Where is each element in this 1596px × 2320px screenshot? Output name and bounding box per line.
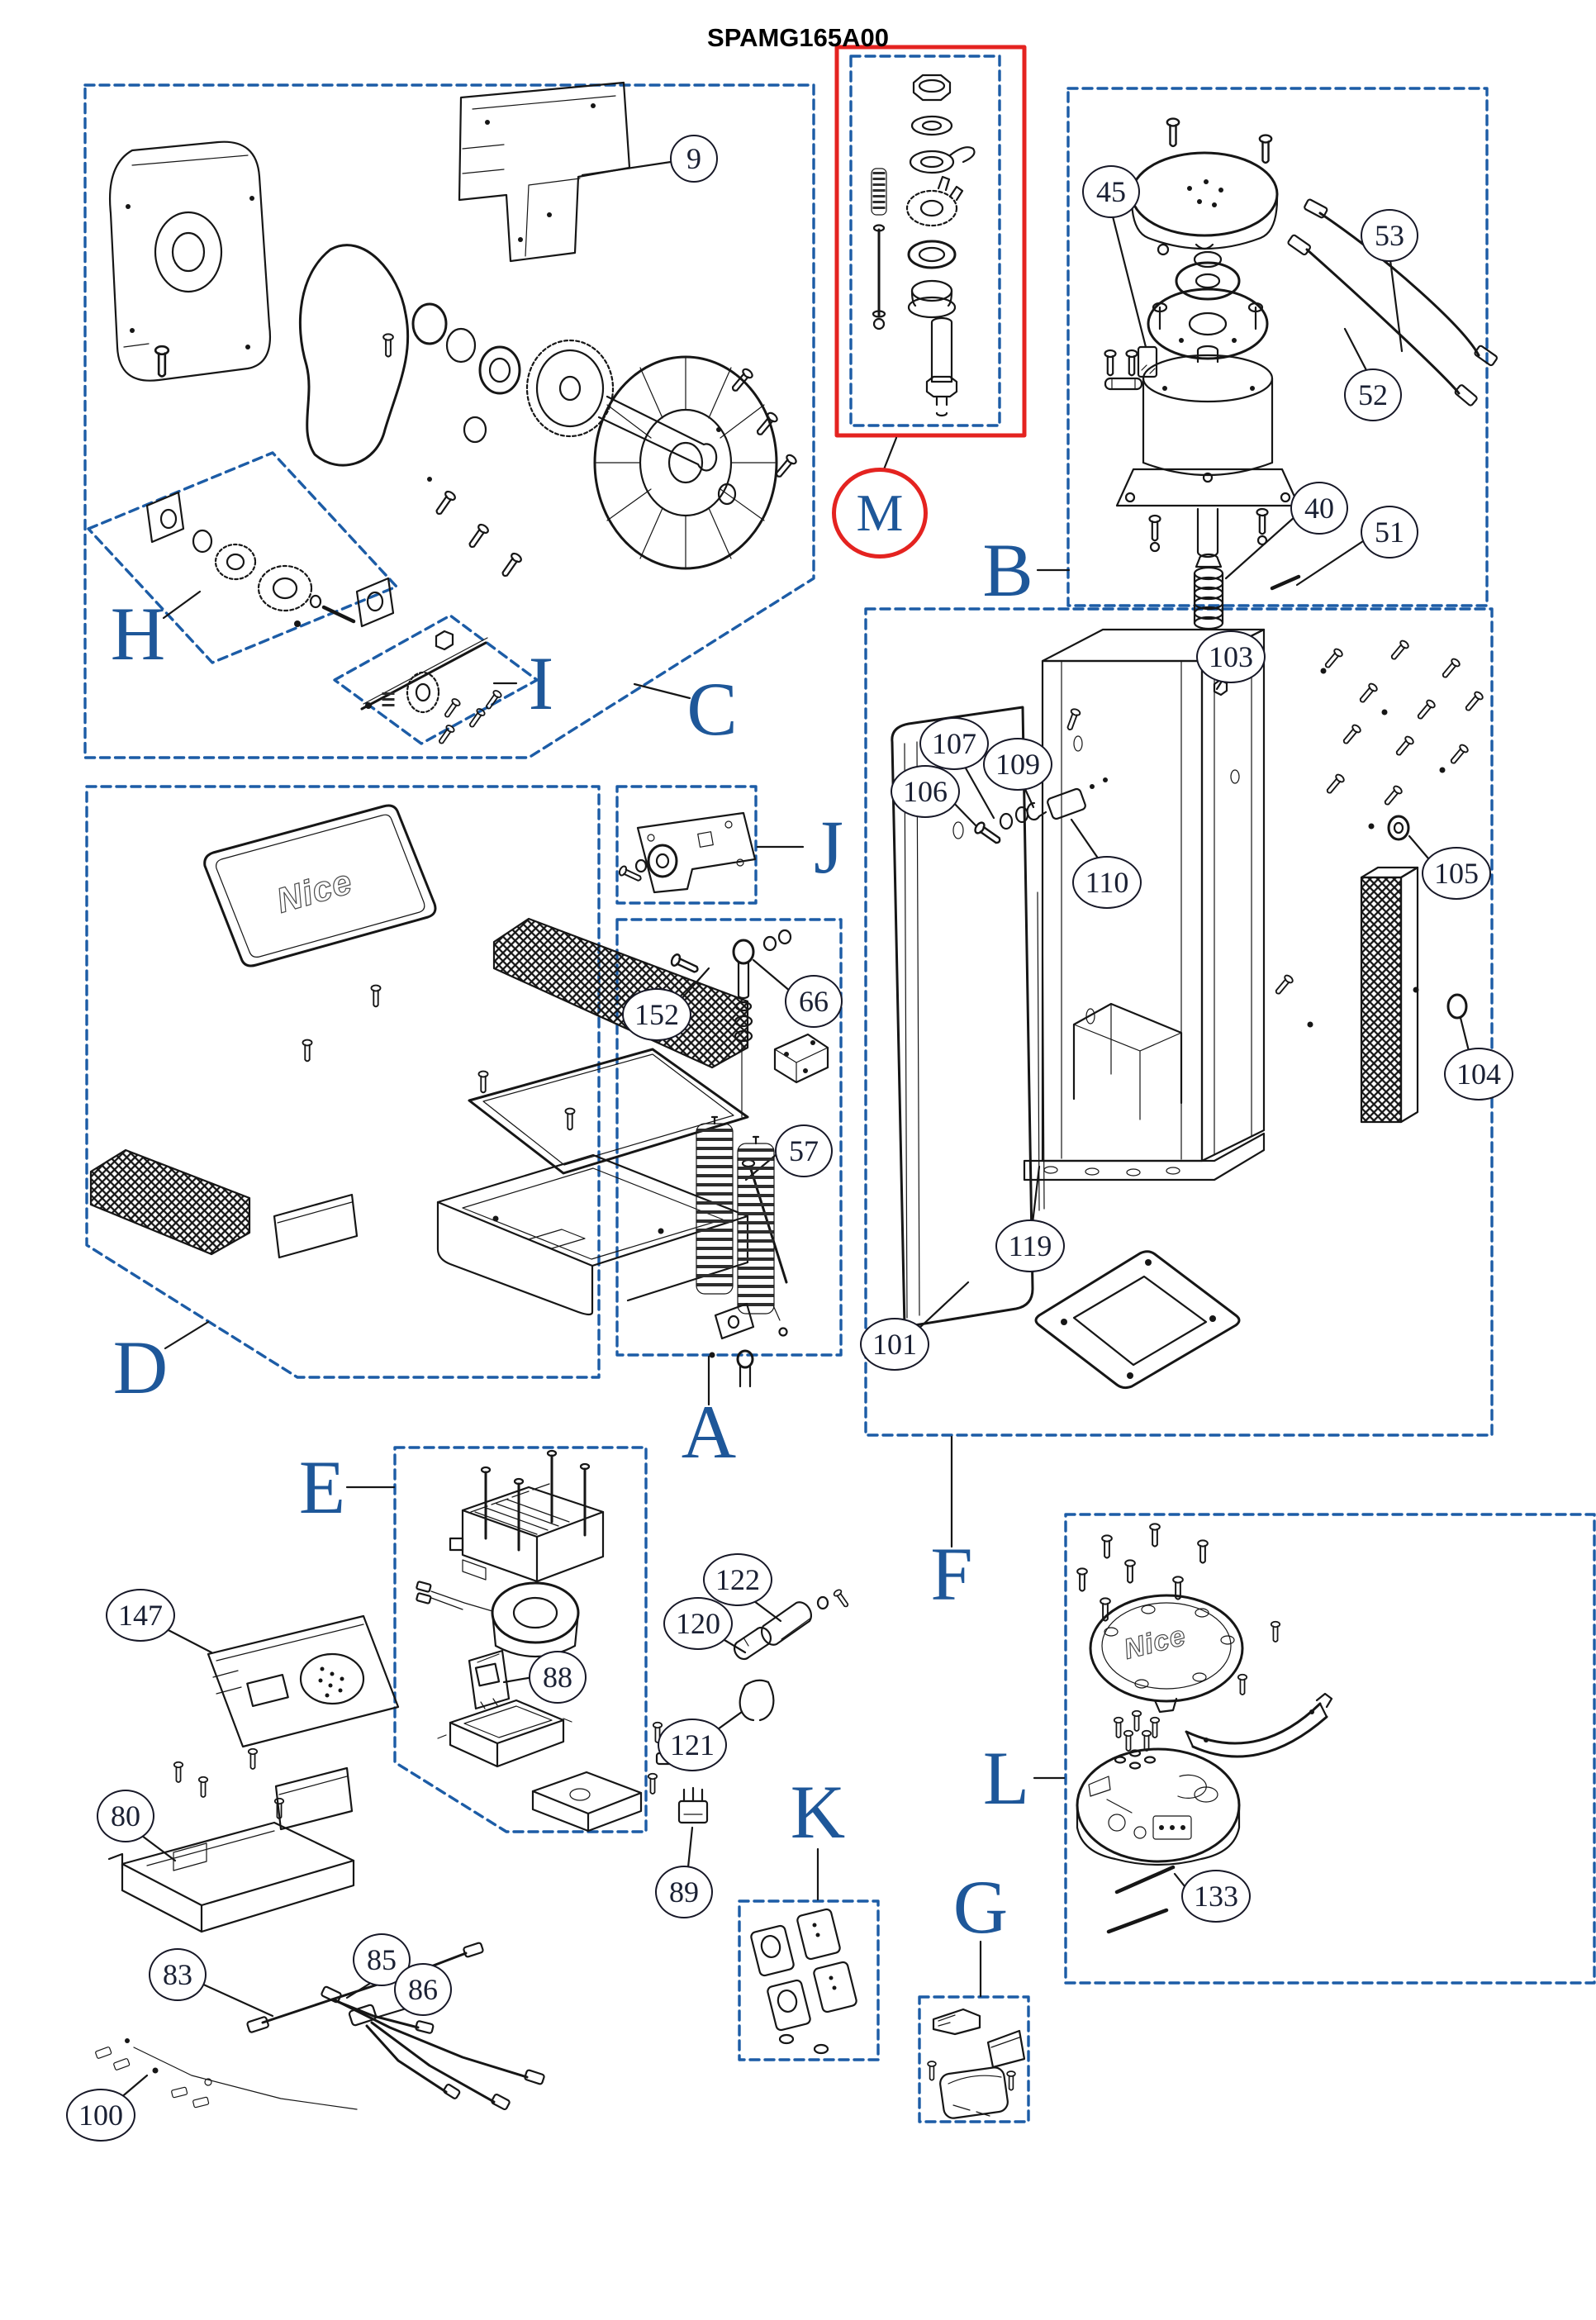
callout-103: 103 [1196,630,1266,683]
callout-45: 45 [1082,165,1140,218]
round-cover-nice [1090,1595,1242,1712]
callout-57: 57 [775,1124,833,1177]
section-k-parts [750,1909,857,2053]
bottom-left-parts [95,1616,544,2110]
capacitor-45-part [1138,347,1157,377]
callout-122: 122 [703,1553,772,1606]
section-d-parts [91,806,787,1336]
section-label-m: M [856,483,904,542]
belt-band [494,919,748,1067]
callout-88: 88 [529,1651,587,1704]
callout-85: 85 [353,1933,411,1986]
callout-152: 152 [622,988,691,1041]
control-board-147 [208,1616,398,1747]
frame-gasket [469,1049,748,1173]
section-c-box [85,85,814,758]
gear-rack-104 [1361,868,1418,1122]
callout-105: 105 [1422,847,1491,900]
section-label-g: G [952,1865,1009,1949]
lock-core-120 [734,1628,771,1659]
support-tray-80 [109,1768,354,1932]
base-pan [438,1155,748,1315]
callout-104: 104 [1444,1048,1513,1101]
callout-120: 120 [663,1597,733,1650]
battery-tray [438,1700,572,1766]
section-label-f: F [930,1532,973,1616]
worm-screw-40 [1195,554,1223,629]
earth-wire-100 [95,2038,357,2109]
tray-cover [533,1772,641,1831]
callout-52: 52 [1344,368,1402,421]
cover-rod-119 [1038,891,1044,1210]
callout-121: 121 [658,1719,727,1771]
callout-83: 83 [149,1948,207,2001]
motor-base-flange [1117,469,1299,557]
oring-104 [1448,995,1466,1018]
section-label-i: I [528,641,554,725]
spring-bracket [775,1034,828,1082]
base-disc [1077,1749,1239,1865]
callout-80: 80 [97,1790,154,1842]
bumper-band [91,1150,249,1254]
section-label-h: H [110,592,166,676]
section-k-box [739,1901,878,2060]
photocell-body [939,2066,1009,2119]
callout-40: 40 [1290,482,1348,535]
section-label-l: L [982,1736,1030,1820]
springs-57 [696,1117,774,1314]
nice-logo-cover: Nice [1120,1619,1190,1666]
nice-logo-lid: Nice [272,861,357,920]
callout-119: 119 [995,1219,1065,1272]
kit-m-parts [872,75,975,416]
section-b-parts [1105,119,1499,629]
grommet-105 [1389,816,1408,839]
nice-lid [205,806,435,966]
callout-86: 86 [394,1963,452,2016]
section-label-j: J [814,805,843,889]
gasket-part [300,245,407,465]
u-clip-121 [740,1681,774,1720]
section-g-parts [928,2009,1024,2119]
callout-133: 133 [1181,1870,1251,1923]
section-b-box [1068,88,1487,606]
section-label-c: C [686,667,738,751]
section-e-parts [416,1451,680,1831]
section-label-k: K [790,1770,846,1854]
arc-segment [1186,1694,1332,1757]
bearing-rings-part [413,304,520,442]
crown-gear-shaft-part [527,340,735,504]
section-label-d: D [112,1325,169,1410]
callout-53: 53 [1361,209,1418,262]
section-i-parts [362,631,502,745]
callout-100: 100 [66,2089,135,2142]
control-unit-heatsink [450,1484,603,1581]
section-g-box [919,1997,1028,2122]
shaft-key-51 [1272,577,1299,588]
callout-110: 110 [1072,856,1142,909]
callout-51: 51 [1361,506,1418,559]
section-label-a: A [681,1390,737,1474]
section-h-parts [147,492,393,627]
highlighted-kit-badge [832,468,928,559]
gearbox-cover-part [110,142,270,381]
callout-101: 101 [860,1318,929,1371]
page-title: SPAMG165A00 [707,23,889,52]
base-gasket-plate [1036,1252,1239,1388]
callout-9: 9 [670,135,718,183]
pins-133 [1109,1867,1173,1932]
callout-89: 89 [655,1866,713,1918]
callout-109: 109 [983,738,1052,791]
section-label-b: B [982,528,1033,612]
callout-107: 107 [919,717,989,770]
section-label-e: E [298,1445,346,1529]
clevis-parts [710,1304,754,1386]
section-j-parts [618,813,755,892]
callout-66: 66 [785,975,843,1028]
mounting-bracket-part [459,83,629,261]
limit-switch-88 [469,1651,509,1709]
section-j-box [617,787,756,903]
fastener-cluster-106-110 [973,777,1108,846]
motor-top-cap [1132,153,1277,249]
cable-86 [349,2004,511,2110]
motor-housing-part [595,357,777,568]
callout-106: 106 [891,765,960,818]
capacitor [416,1581,578,1657]
connector-89 [679,1788,707,1823]
callout-147: 147 [106,1589,175,1642]
motor-body [1143,346,1272,475]
cabinet-body [1024,630,1264,1180]
